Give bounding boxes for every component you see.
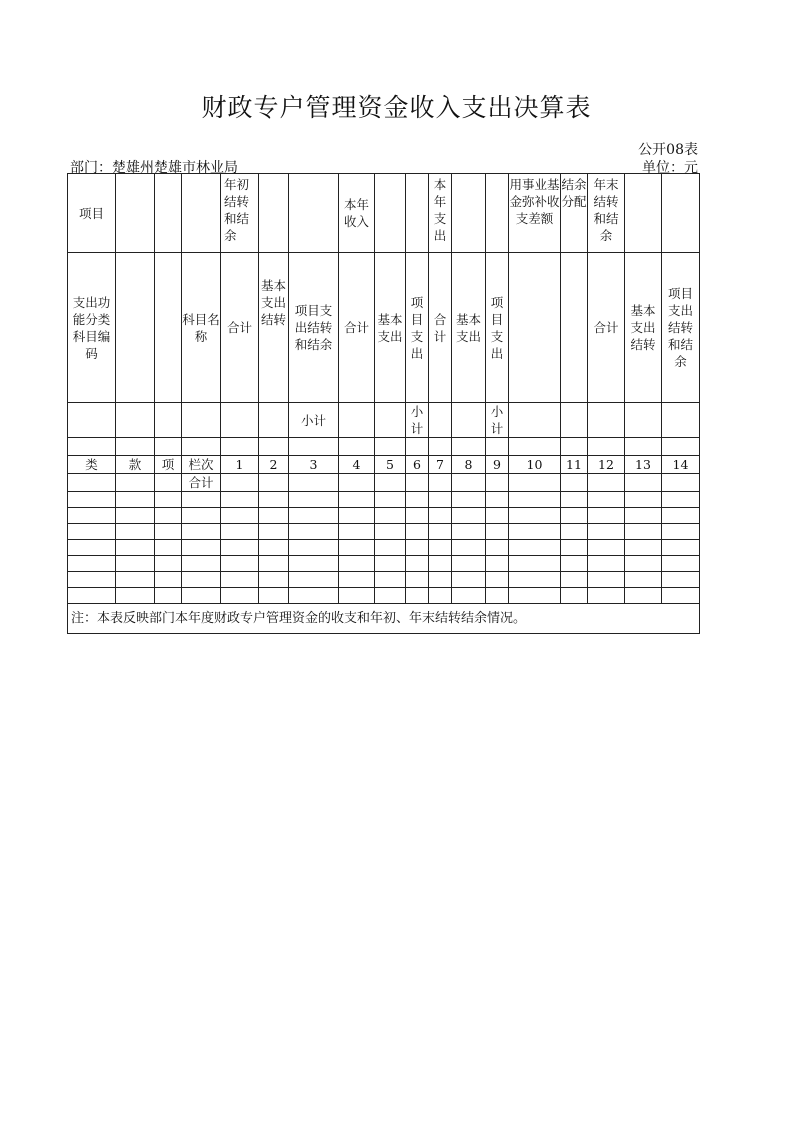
header-row-c — [68, 403, 700, 438]
col-cat: 类 — [68, 456, 116, 474]
header-project-carry: 项目支出结转和结余 — [289, 253, 339, 403]
header-opening: 年初结转和结余 — [221, 174, 259, 253]
header-closing: 年末结转和结余 — [588, 174, 625, 253]
col-num: 9 — [486, 456, 509, 474]
header-subtotal: 小计 — [289, 403, 339, 438]
table-row — [68, 540, 700, 556]
header-subject-name: 科目名称 — [182, 253, 221, 403]
header-income-total: 合计 — [339, 253, 375, 403]
col-no: 栏次 — [182, 456, 221, 474]
sum-row — [68, 474, 700, 492]
col-num: 7 — [429, 456, 452, 474]
table-row — [68, 492, 700, 508]
col-num: 11 — [561, 456, 588, 474]
col-num: 2 — [259, 456, 289, 474]
header-expense-total: 合计 — [429, 253, 452, 403]
header-row-b — [68, 253, 700, 403]
spacer-row — [68, 438, 700, 456]
table-row — [68, 508, 700, 524]
table-row — [68, 524, 700, 540]
header-subtotal-b: 小计 — [406, 403, 429, 438]
header-code: 支出功能分类科目编码 — [68, 253, 116, 403]
table-row — [68, 588, 700, 604]
form-number: 公开08表 — [638, 142, 698, 158]
header-expense-project: 项目支出 — [486, 253, 509, 403]
col-xiang: 项 — [155, 456, 182, 474]
sum-label: 合计 — [182, 474, 221, 492]
header-expense-basic: 基本支出 — [452, 253, 486, 403]
header-closing-project: 项目支出结转和结余 — [662, 253, 700, 403]
header-row-a — [68, 174, 700, 253]
header-closing-basic: 基本支出结转 — [625, 253, 662, 403]
col-num: 13 — [625, 456, 662, 474]
header-basic-carry: 基本支出结转 — [259, 253, 289, 403]
header-offset: 用事业基金弥补收支差额 — [509, 174, 561, 253]
col-num: 10 — [509, 456, 561, 474]
header-allocation: 结余分配 — [561, 174, 588, 253]
col-num: 8 — [452, 456, 486, 474]
column-number-row — [68, 456, 700, 474]
col-num: 12 — [588, 456, 625, 474]
table-row — [68, 556, 700, 572]
header-item: 项目 — [68, 174, 116, 253]
header-closing-total: 合计 — [588, 253, 625, 403]
header-project-exp: 项目支出 — [406, 253, 429, 403]
header-income: 本年收入 — [339, 174, 375, 253]
page-title: 财政专户管理资金收入支出决算表 — [201, 93, 592, 122]
col-kuan: 款 — [116, 456, 155, 474]
header-expense: 本年支出 — [429, 174, 452, 253]
col-num: 5 — [375, 456, 406, 474]
table-row — [68, 572, 700, 588]
col-num: 6 — [406, 456, 429, 474]
table-note: 注：本表反映部门本年度财政专户管理资金的收支和年初、年末结转结余情况。 — [68, 604, 700, 634]
col-num: 3 — [289, 456, 339, 474]
col-num: 1 — [221, 456, 259, 474]
col-num: 14 — [662, 456, 700, 474]
note-row — [68, 604, 700, 634]
header-opening-total: 合计 — [221, 253, 259, 403]
department-label: 部门：楚雄州楚雄市林业局 — [70, 160, 238, 176]
header-basic-exp: 基本支出 — [375, 253, 406, 403]
header-subtotal-c: 小计 — [486, 403, 509, 438]
unit-label: 单位：元 — [642, 160, 698, 176]
budget-table — [67, 173, 700, 634]
col-num: 4 — [339, 456, 375, 474]
